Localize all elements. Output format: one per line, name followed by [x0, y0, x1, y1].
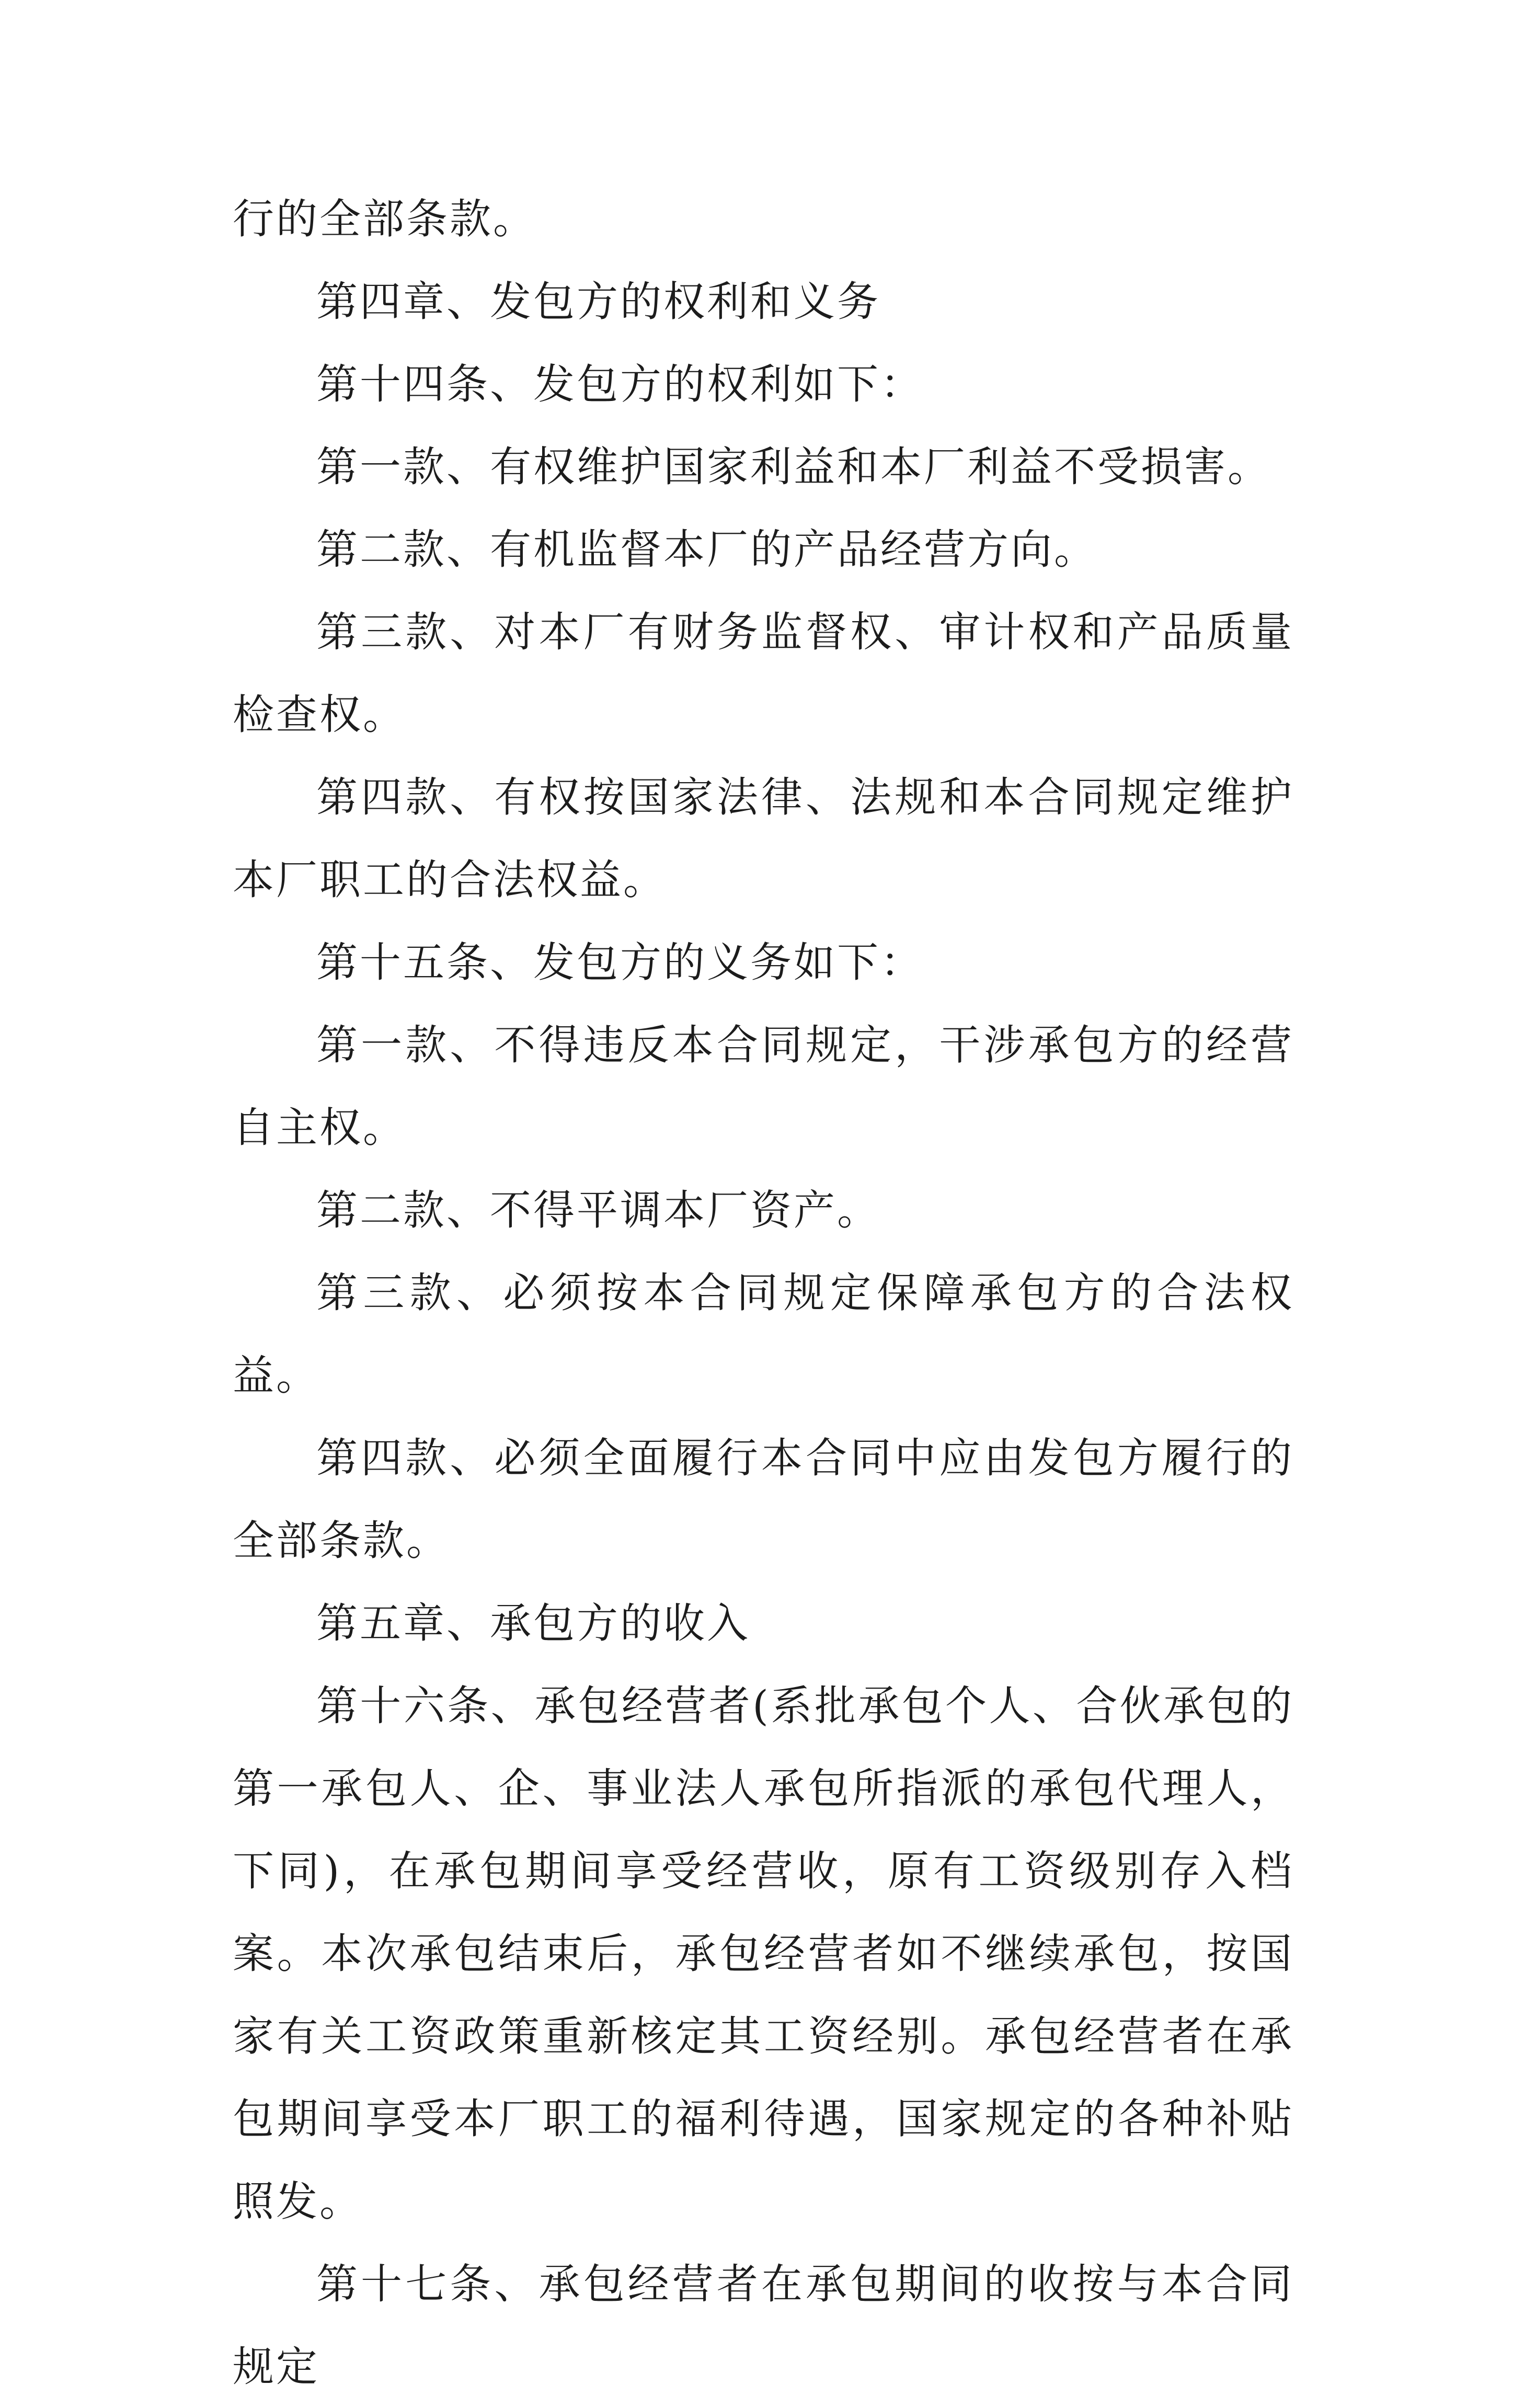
article-14-clause-2: 第二款、有机监督本厂的产品经营方向。 [316, 525, 1097, 574]
article-15-clause-4: 第四款、必须全面履行本合同中应由发包方履行的全部条款。 [233, 1434, 1294, 1565]
article-15-clause-1: 第一款、不得违反本合同规定，干涉承包方的经营自主权。 [233, 1021, 1294, 1152]
article-17: 第十七条、承包经营者在承包期间的收按与本合同规定 [233, 2260, 1294, 2391]
article-15: 第十五条、发包方的义务如下： [316, 938, 924, 987]
article-14-clause-1: 第一款、有权维护国家利益和本厂利益不受损害。 [316, 443, 1271, 491]
article-16: 第十六条、承包经营者(系批承包个人、合伙承包的第一承包人、企、事业法人承包所指派的承包代理人，下同)，在承包期间享受经营收，原有工资级别存入档案。本次承包结束后，承包经营者如不继续承包，按国家有关工资政策重新核定其工资经别。承包经营者在承包期间享受本厂职工的福利待遇，国家规定的各种补贴照发。 [233, 1682, 1294, 2226]
article-15-clause-2: 第二款、不得平调本厂资产。 [316, 1186, 880, 1234]
chapter-heading-4: 第四章、发包方的权利和义务 [316, 278, 880, 326]
chapter-heading-5: 第五章、承包方的收入 [316, 1599, 750, 1647]
article-14-clause-4: 第四款、有权按国家法律、法规和本合同规定维护本厂职工的合法权益。 [233, 773, 1294, 904]
contract-body-text [233, 178, 1294, 2408]
paragraph-continuation: 行的全部条款。 [233, 195, 536, 243]
article-15-clause-3: 第三款、必须按本合同规定保障承包方的合法权益。 [233, 1269, 1294, 1400]
article-14-clause-3: 第三款、对本厂有财务监督权、审计权和产品质量检查权。 [233, 608, 1294, 739]
article-14: 第十四条、发包方的权利如下： [316, 360, 924, 408]
